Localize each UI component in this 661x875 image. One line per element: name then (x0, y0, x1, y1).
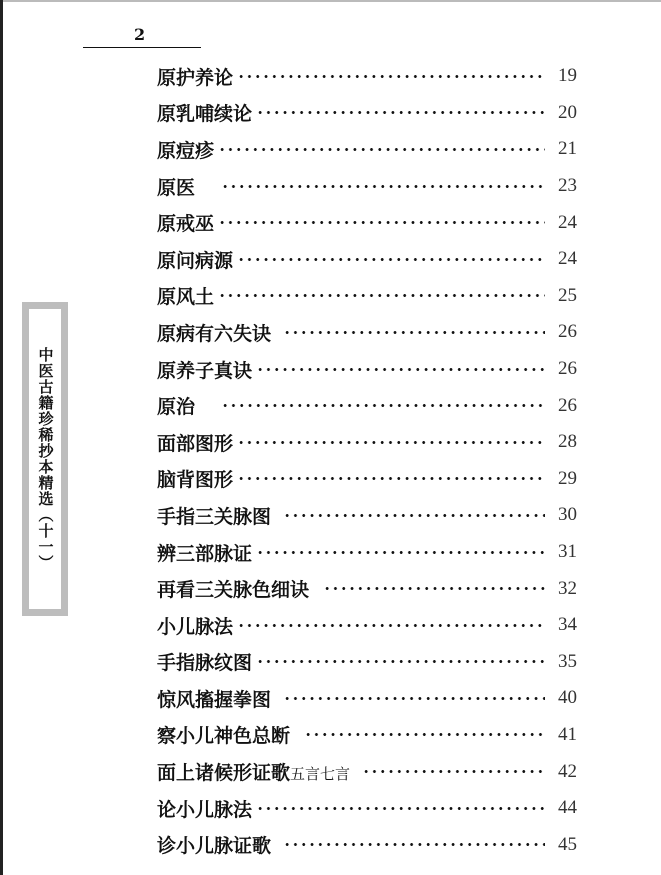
toc-entry-title: 原痘疹 (157, 139, 215, 162)
toc-entry-page: 24 (558, 248, 577, 270)
toc-leader-dots (221, 185, 545, 188)
toc-entry-page: 20 (558, 101, 577, 123)
toc-entry-title: 手指脉纹图 (157, 652, 253, 675)
toc-entry-title: 论小儿脉法 (157, 798, 253, 821)
toc-leader-dots (283, 843, 545, 846)
toc-entry-page: 44 (558, 797, 577, 819)
toc-entry (157, 204, 577, 241)
toc-leader-dots (256, 807, 545, 810)
toc-leader-dots (237, 75, 545, 78)
toc-entry-page: 42 (558, 760, 577, 782)
toc-entry-page: 19 (558, 65, 577, 87)
toc-leader-dots (221, 404, 545, 407)
toc-leader-dots (283, 514, 545, 517)
toc-entry-title: 原病有六失诀 (157, 322, 272, 345)
toc-entry-page: 41 (558, 723, 577, 745)
toc-entry (157, 790, 577, 827)
toc-entry-page: 26 (558, 394, 577, 416)
toc-entry-title: 原治 (157, 396, 196, 419)
toc-entry-page: 23 (558, 175, 577, 197)
toc-entry-subtitle: 五言七言 (290, 765, 351, 784)
toc-entry (157, 717, 577, 754)
toc-entry-page: 32 (558, 577, 577, 599)
toc-entry (157, 58, 577, 95)
toc-entry-title: 原问病源 (157, 249, 234, 272)
toc-entry (157, 644, 577, 681)
toc-leader-dots (256, 111, 545, 114)
toc-entry-page: 28 (558, 431, 577, 453)
toc-entry-title: 原戒巫 (157, 213, 215, 236)
toc-entry (157, 95, 577, 132)
toc-leader-dots (283, 697, 545, 700)
toc-leader-dots (283, 331, 545, 334)
toc-entry-title: 辨三部脉证 (157, 542, 253, 565)
toc-entry-title: 原乳哺续论 (157, 103, 253, 126)
toc-entry (157, 168, 577, 205)
toc-leader-dots (256, 551, 545, 554)
toc-entry (157, 607, 577, 644)
toc-leader-dots (362, 770, 545, 773)
toc-entry-main-title: 面上诸候形证歌 (157, 762, 291, 785)
toc-entry (157, 680, 577, 717)
toc-leader-dots (237, 441, 545, 444)
toc-entry-page: 31 (558, 541, 577, 563)
toc-entry-title: 再看三关脉色细诀 (157, 579, 310, 602)
table-of-contents (157, 58, 577, 863)
series-title: 中医古籍珍稀抄本精选（十一） (36, 347, 55, 571)
toc-entry-title: 小儿脉法 (157, 615, 234, 638)
toc-entry (157, 241, 577, 278)
toc-entry (157, 424, 577, 461)
page-top-edge (0, 0, 661, 2)
toc-entry (157, 826, 577, 863)
toc-leader-dots (323, 587, 545, 590)
toc-entry-title: 原风土 (157, 286, 215, 309)
toc-entry-title: 察小儿神色总断 (157, 725, 291, 748)
toc-leader-dots (256, 368, 545, 371)
toc-entry (157, 131, 577, 168)
toc-entry-page: 29 (558, 467, 577, 489)
toc-entry (157, 387, 577, 424)
toc-entry-page: 45 (558, 833, 577, 855)
toc-leader-dots (218, 221, 545, 224)
toc-entry-title: 惊风搐握拳图 (157, 688, 272, 711)
toc-leader-dots (304, 733, 545, 736)
toc-entry-title: 脑背图形 (157, 469, 234, 492)
toc-entry-title: 诊小儿脉证歌 (157, 835, 272, 858)
toc-entry-page: 26 (558, 358, 577, 380)
header-rule (83, 47, 201, 48)
toc-leader-dots (218, 148, 545, 151)
toc-entry (157, 278, 577, 315)
toc-leader-dots (218, 294, 545, 297)
page-number: 2 (134, 25, 146, 44)
toc-entry (157, 497, 577, 534)
page-left-edge (0, 0, 3, 875)
toc-entry (157, 753, 577, 790)
toc-leader-dots (237, 258, 545, 261)
toc-entry-page: 35 (558, 650, 577, 672)
series-title-box (22, 302, 68, 616)
toc-entry-page: 30 (558, 504, 577, 526)
toc-entry-title: 原护养论 (157, 66, 234, 89)
toc-entry (157, 314, 577, 351)
toc-entry (157, 351, 577, 388)
toc-leader-dots (237, 477, 545, 480)
toc-entry-page: 26 (558, 321, 577, 343)
toc-entry-title (157, 758, 350, 785)
toc-entry (157, 461, 577, 498)
toc-entry-page: 21 (558, 138, 577, 160)
toc-entry (157, 570, 577, 607)
toc-leader-dots (256, 660, 545, 663)
toc-entry-page: 24 (558, 211, 577, 233)
toc-leader-dots (237, 624, 545, 627)
toc-entry-title: 原医 (157, 176, 196, 199)
toc-entry-title: 面部图形 (157, 432, 234, 455)
toc-entry-title: 手指三关脉图 (157, 505, 272, 528)
toc-entry (157, 534, 577, 571)
toc-entry-page: 40 (558, 687, 577, 709)
toc-entry-page: 34 (558, 614, 577, 636)
toc-entry-title: 原养子真诀 (157, 359, 253, 382)
toc-entry-page: 25 (558, 284, 577, 306)
